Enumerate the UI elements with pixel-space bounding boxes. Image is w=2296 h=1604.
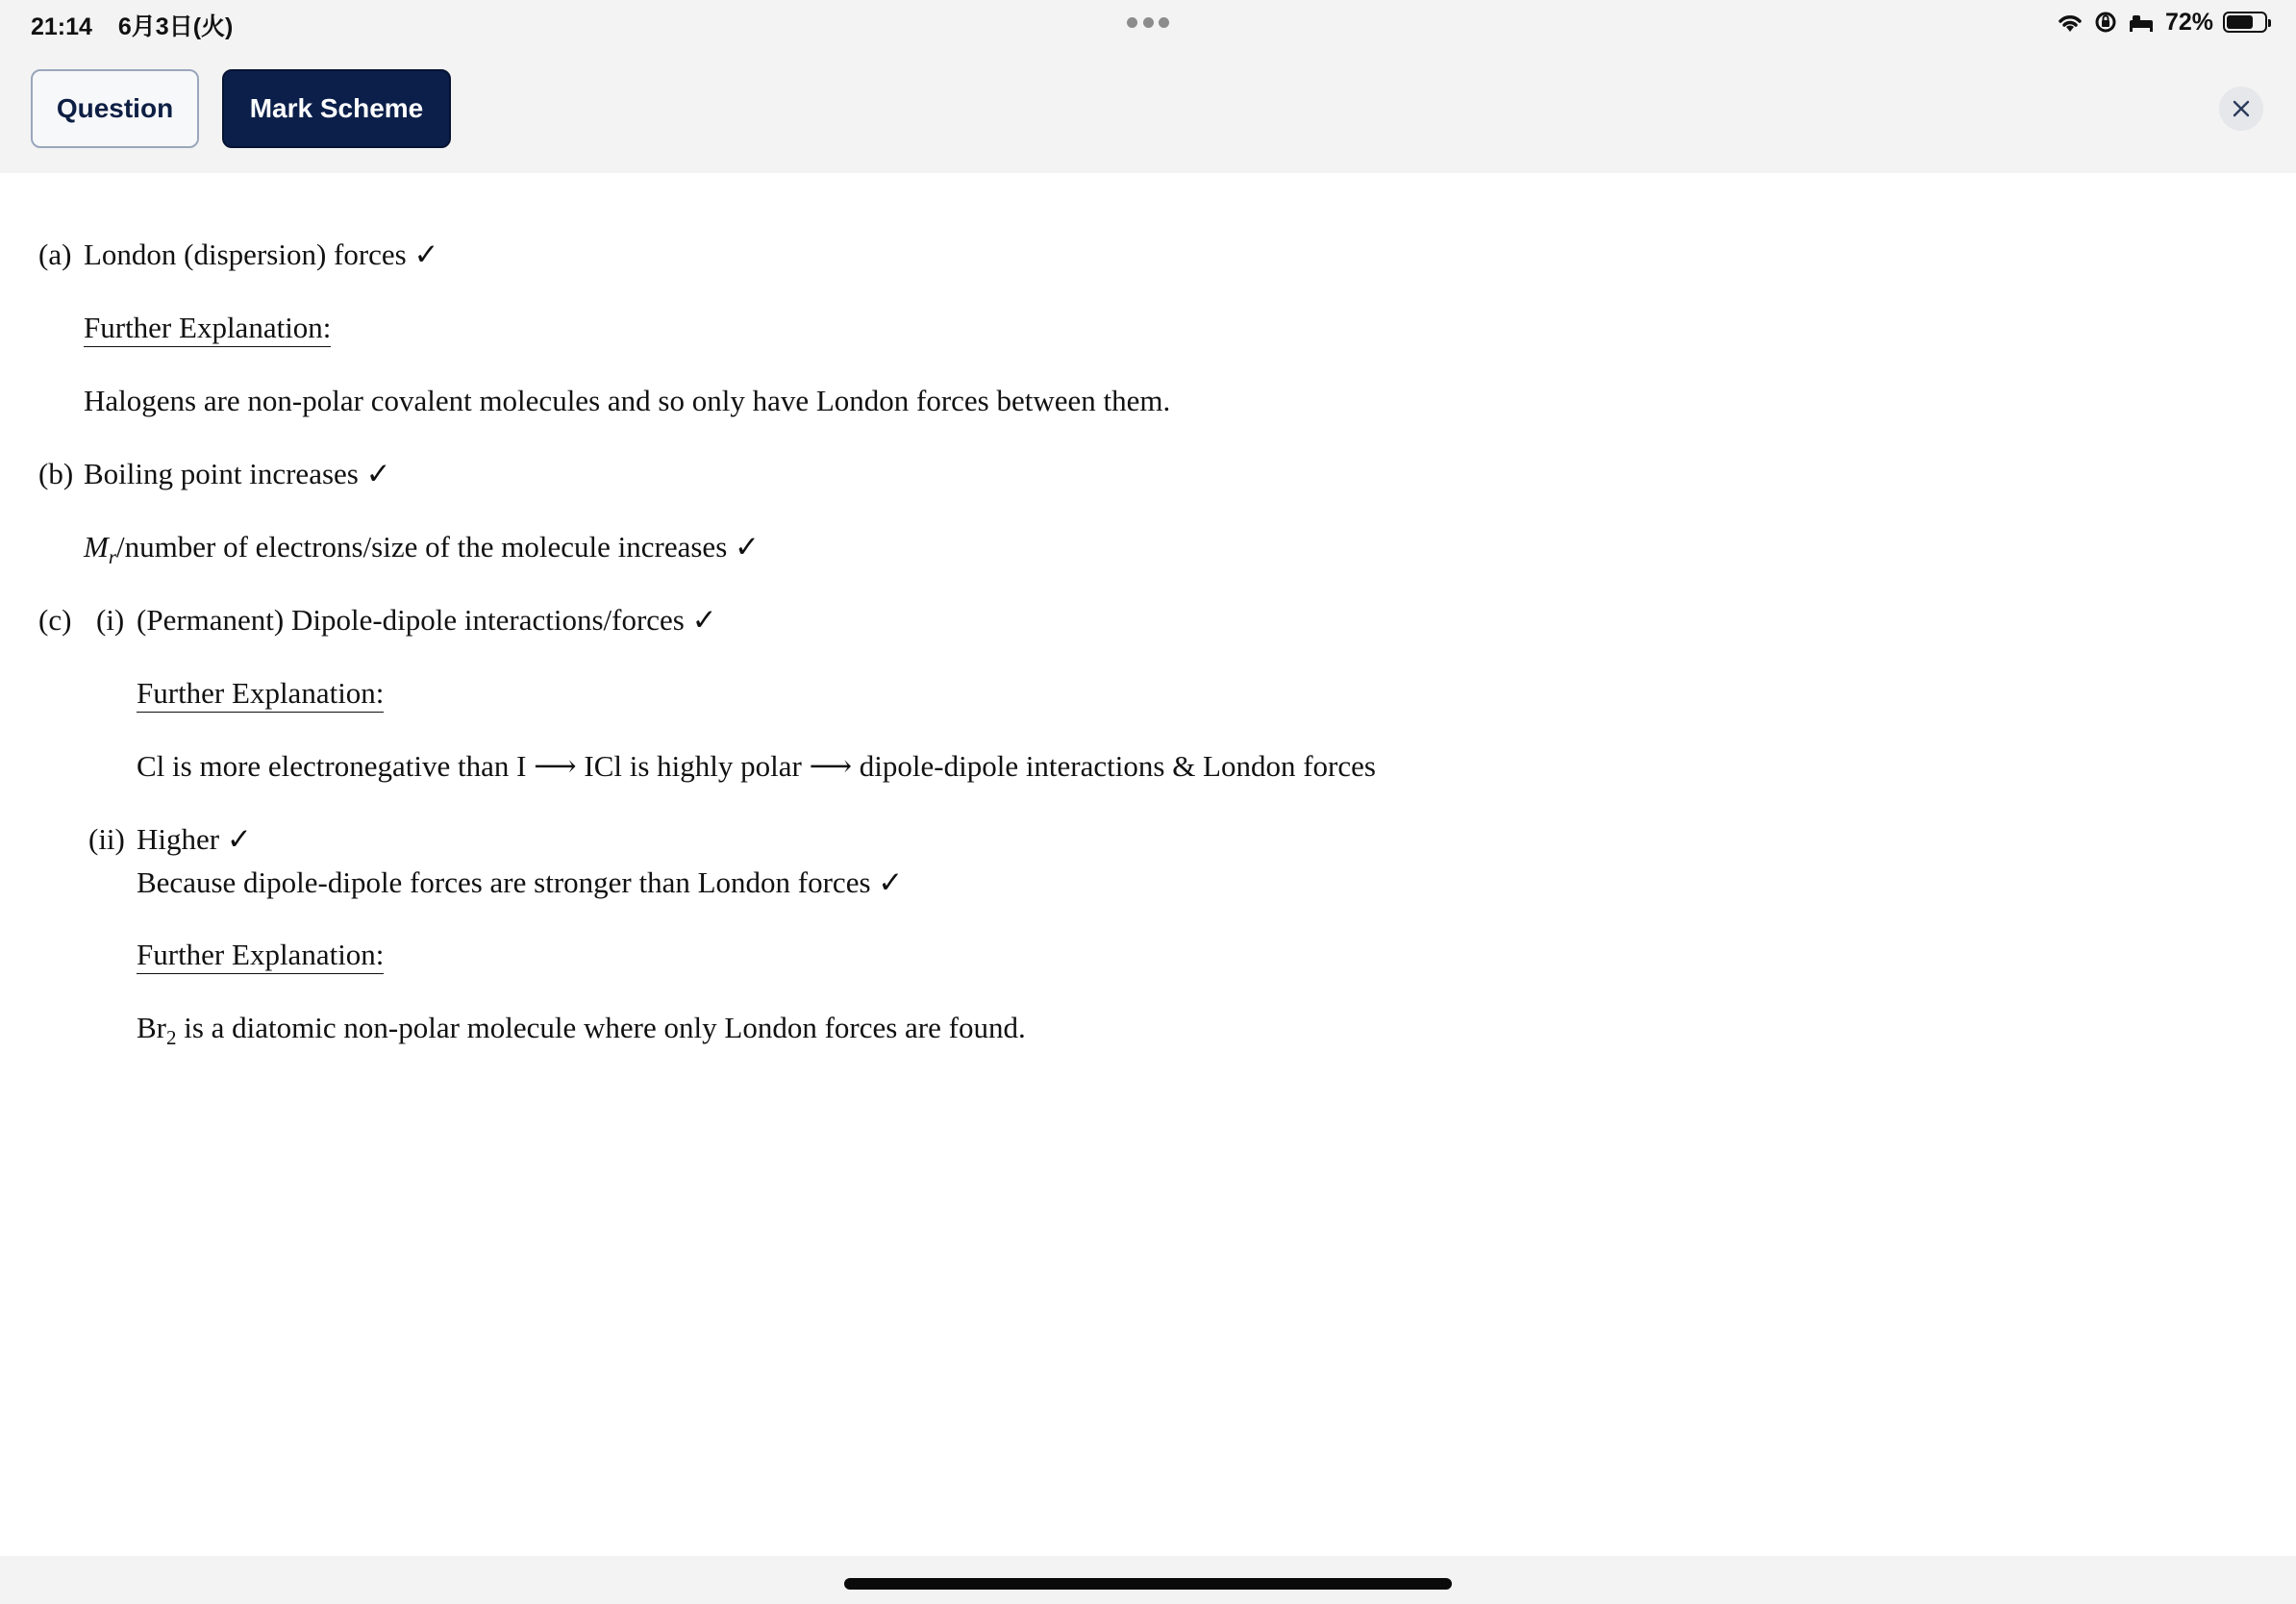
status-time: 21:14 bbox=[31, 13, 92, 40]
part-c-i-further-heading: Further Explanation: bbox=[137, 675, 384, 711]
part-c-i-explanation: Cl is more electronegative than I ⟶ ICl is highly polar ⟶ dipole-dipole interactions & London forces bbox=[137, 749, 1376, 783]
status-bar-left bbox=[31, 8, 252, 42]
battery-icon bbox=[2223, 12, 2267, 33]
status-bar-right bbox=[2056, 8, 2267, 37]
part-c-ii-answer: Higher ✓ bbox=[137, 822, 252, 856]
part-b-line2-text: /number of electrons/size of the molecule increases ✓ bbox=[116, 530, 760, 564]
tab-question[interactable]: Question bbox=[31, 69, 199, 148]
mr-subscript: r bbox=[108, 545, 117, 569]
part-c-ii-reason: Because dipole-dipole forces are stronger than London forces ✓ bbox=[137, 865, 904, 899]
orientation-lock-icon bbox=[2094, 11, 2117, 34]
part-c-ii-explanation-text: is a diatomic non-polar molecule where only London forces are found. bbox=[176, 1011, 1026, 1044]
home-indicator[interactable] bbox=[844, 1578, 1452, 1590]
part-a-label: (a) bbox=[38, 238, 72, 271]
battery-percent: 72% bbox=[2164, 8, 2213, 36]
close-button[interactable] bbox=[2219, 87, 2263, 131]
battery-level-fill bbox=[2227, 15, 2253, 29]
status-date: 6月3日(火) bbox=[117, 13, 234, 40]
part-a-answer: London (dispersion) forces ✓ bbox=[84, 238, 439, 271]
mr-symbol: M bbox=[84, 530, 109, 564]
mark-scheme-content bbox=[0, 173, 2296, 1556]
top-bar bbox=[0, 0, 2296, 173]
br-subscript: 2 bbox=[166, 1026, 177, 1050]
part-b-line2 bbox=[84, 529, 760, 569]
wifi-icon bbox=[2056, 11, 2084, 34]
part-b-answer: Boiling point increases ✓ bbox=[84, 457, 391, 490]
part-c-ii-further-heading: Further Explanation: bbox=[137, 937, 384, 972]
part-c-i-label: (i) bbox=[96, 603, 125, 637]
part-a-further-heading: Further Explanation: bbox=[84, 310, 331, 345]
sleep-focus-icon bbox=[2127, 11, 2156, 34]
part-a-explanation: Halogens are non-polar covalent molecules and so only have London forces between them. bbox=[84, 384, 1171, 417]
tab-mark-scheme[interactable]: Mark Scheme bbox=[222, 69, 451, 148]
br-symbol: Br bbox=[137, 1011, 166, 1044]
multitasking-dots[interactable] bbox=[1127, 17, 1169, 29]
part-c-i-answer: (Permanent) Dipole-dipole interactions/forces ✓ bbox=[137, 603, 717, 637]
part-c-ii-explanation bbox=[137, 1010, 1026, 1050]
part-b-label: (b) bbox=[38, 457, 74, 490]
part-c-ii-label: (ii) bbox=[88, 822, 125, 856]
part-c-label: (c) bbox=[38, 603, 72, 637]
close-icon bbox=[2233, 100, 2250, 117]
